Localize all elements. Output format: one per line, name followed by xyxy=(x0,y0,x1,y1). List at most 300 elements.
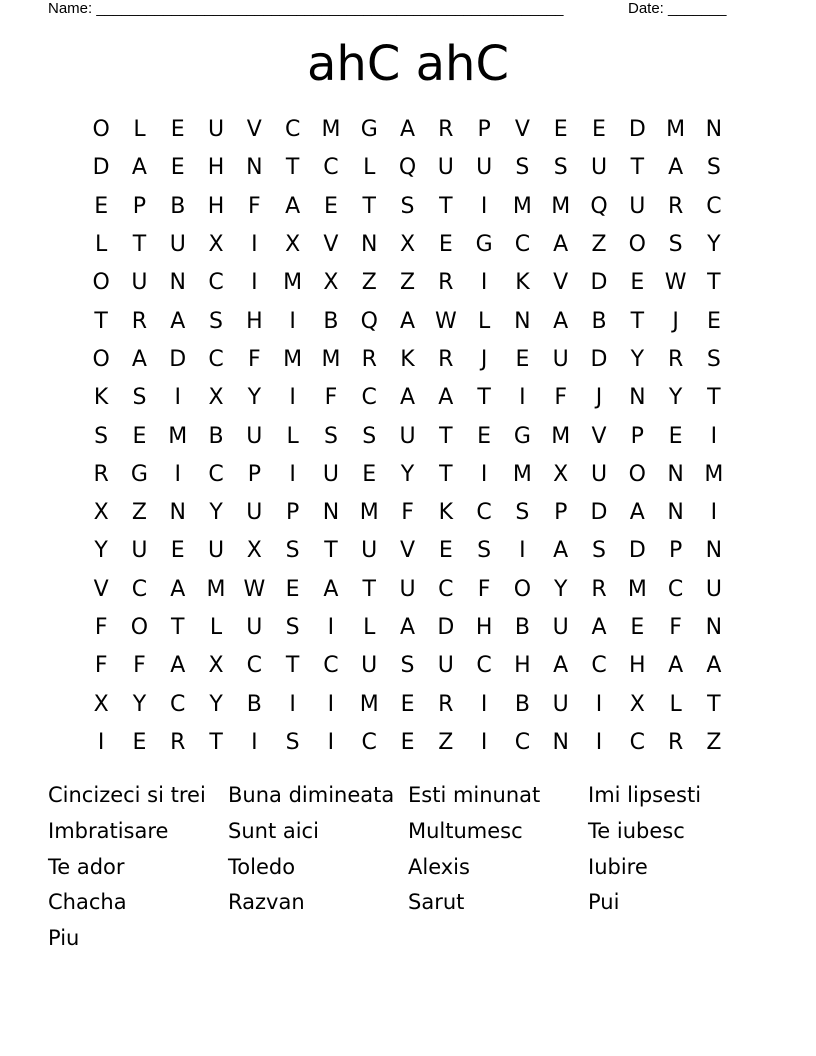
grid-letter: I xyxy=(519,385,526,411)
grid-letter: A xyxy=(553,308,569,334)
grid-letter: S xyxy=(668,232,683,258)
grid-letter: N xyxy=(629,385,646,411)
grid-letter: S xyxy=(400,653,415,679)
grid-letter: F xyxy=(248,193,261,219)
grid-letter: C xyxy=(706,193,722,219)
grid-letter: U xyxy=(437,155,454,181)
grid-letter: E xyxy=(630,270,645,296)
grid-letter: G xyxy=(513,423,531,449)
grid-letter: A xyxy=(285,193,301,219)
grid-letter: T xyxy=(285,653,300,679)
word-list-item: Pui xyxy=(588,890,620,915)
grid-letter: U xyxy=(399,576,416,602)
grid-letter: Z xyxy=(438,729,454,755)
grid-letter: E xyxy=(132,423,147,449)
grid-letter: N xyxy=(514,308,531,334)
grid-letter: R xyxy=(361,346,377,372)
grid-letter: R xyxy=(667,346,684,372)
grid-letter: T xyxy=(132,232,147,258)
grid-letter: Z xyxy=(361,270,377,296)
grid-letter: V xyxy=(591,423,607,449)
grid-letter: J xyxy=(672,308,679,334)
grid-letter: U xyxy=(131,270,148,296)
grid-letter: E xyxy=(438,232,453,258)
grid-letter: R xyxy=(667,193,684,219)
grid-letter: M xyxy=(704,461,724,487)
grid-letter: A xyxy=(706,653,722,679)
grid-letter: C xyxy=(208,346,224,372)
word-list-item: Iubire xyxy=(588,854,648,879)
grid-letter: A xyxy=(131,155,147,181)
grid-letter: C xyxy=(591,653,607,679)
grid-letter: E xyxy=(515,346,530,372)
grid-row xyxy=(82,188,734,226)
grid-letter: F xyxy=(94,615,108,640)
grid-letter: W xyxy=(434,308,457,334)
grid-letter: Q xyxy=(360,308,378,334)
grid-letter: L xyxy=(363,155,376,181)
grid-letter: R xyxy=(438,346,454,372)
grid-letter: U xyxy=(246,500,263,526)
grid-letter: N xyxy=(705,615,723,640)
grid-letter: S xyxy=(362,423,377,449)
grid-letter: X xyxy=(323,270,339,296)
grid-letter: C xyxy=(476,500,492,526)
grid-letter: C xyxy=(629,729,645,755)
grid-letter: P xyxy=(554,500,568,526)
word-search-grid xyxy=(82,111,734,762)
grid-letter: M xyxy=(359,500,379,526)
grid-letter: C xyxy=(131,576,148,602)
grid-letter: O xyxy=(92,117,110,143)
grid-letter: A xyxy=(170,576,186,602)
word-list-item: Cincizeci si trei xyxy=(48,783,206,807)
grid-letter: C xyxy=(323,155,339,181)
grid-letter: X xyxy=(208,653,224,679)
grid-letter: U xyxy=(399,423,416,449)
grid-letter: C xyxy=(514,232,531,258)
grid-letter: S xyxy=(285,538,300,564)
grid-letter: F xyxy=(401,500,414,526)
word-list-item: Buna dimineata xyxy=(228,783,395,807)
grid-letter: B xyxy=(514,615,530,640)
grid-letter: B xyxy=(170,193,186,219)
grid-letter: A xyxy=(553,653,569,679)
grid-letter: S xyxy=(209,308,224,334)
grid-letter: U xyxy=(629,193,646,219)
grid-letter: D xyxy=(590,346,608,372)
grid-letter: N xyxy=(169,270,186,296)
grid-letter: Y xyxy=(94,538,108,564)
grid-letter: C xyxy=(246,653,263,679)
grid-letter: Z xyxy=(131,500,147,526)
grid-letter: U xyxy=(590,461,608,487)
grid-letter: U xyxy=(361,653,378,679)
grid-letter: I xyxy=(480,729,488,755)
grid-letter: M xyxy=(283,346,303,372)
grid-letter: I xyxy=(174,385,181,411)
grid-letter: M xyxy=(551,423,571,449)
grid-letter: U xyxy=(207,117,225,143)
grid-letter: A xyxy=(170,308,186,334)
grid-letter: A xyxy=(131,346,147,372)
grid-letter: O xyxy=(130,615,149,640)
grid-letter: A xyxy=(591,615,607,640)
grid-letter: F xyxy=(248,346,261,372)
grid-letter: U xyxy=(169,232,186,258)
grid-letter: E xyxy=(132,729,147,755)
grid-letter: O xyxy=(513,576,532,602)
grid-row xyxy=(82,609,734,647)
grid-letter: L xyxy=(286,423,299,449)
grid-letter: D xyxy=(169,346,187,372)
grid-letter: E xyxy=(477,423,492,449)
grid-letter: S xyxy=(592,538,606,564)
grid-letter: N xyxy=(552,729,569,755)
grid-letter: C xyxy=(476,653,492,679)
grid-letter: D xyxy=(590,500,608,526)
grid-letter: C xyxy=(208,270,224,296)
word-list xyxy=(48,778,768,957)
grid-letter: T xyxy=(94,308,108,334)
grid-letter: D xyxy=(628,117,646,143)
grid-letter: O xyxy=(628,232,646,258)
grid-letter: H xyxy=(629,653,646,679)
grid-letter: E xyxy=(400,691,415,717)
grid-letter: V xyxy=(553,270,569,296)
grid-letter: K xyxy=(515,270,530,296)
grid-letter: U xyxy=(437,653,454,679)
grid-letter: N xyxy=(169,500,186,526)
grid-letter: A xyxy=(170,653,186,679)
grid-letter: S xyxy=(553,155,568,181)
grid-letter: C xyxy=(438,576,454,602)
grid-letter: E xyxy=(323,193,338,219)
grid-letter: L xyxy=(133,117,146,143)
grid-letter: U xyxy=(131,538,148,564)
grid-letter: L xyxy=(669,691,682,717)
grid-letter: T xyxy=(707,270,721,296)
grid-letter: M xyxy=(359,691,379,717)
grid-letter: I xyxy=(480,691,488,717)
grid-letter: T xyxy=(630,308,645,334)
grid-letter: U xyxy=(476,155,493,181)
grid-letter: C xyxy=(170,691,186,717)
grid-letter: M xyxy=(283,270,303,296)
grid-letter: I xyxy=(519,538,526,564)
grid-letter: V xyxy=(93,576,109,602)
grid-letter: P xyxy=(285,500,300,526)
grid-letter: A xyxy=(399,615,416,640)
grid-row xyxy=(82,456,734,494)
grid-letter: F xyxy=(324,385,338,411)
grid-letter: F xyxy=(133,653,146,679)
grid-letter: I xyxy=(97,729,105,755)
word-list-item: Toledo xyxy=(228,854,296,879)
grid-letter: M xyxy=(627,576,647,602)
grid-row xyxy=(82,264,734,302)
grid-row xyxy=(82,685,734,723)
grid-letter: F xyxy=(554,385,568,411)
grid-letter: L xyxy=(363,615,376,640)
grid-letter: C xyxy=(514,729,531,755)
grid-letter: E xyxy=(94,193,109,219)
grid-letter: I xyxy=(289,461,296,487)
grid-letter: D xyxy=(590,270,608,296)
word-list-item: Multumesc xyxy=(408,818,523,843)
grid-letter: H xyxy=(207,155,225,181)
grid-letter: O xyxy=(92,270,110,296)
grid-letter: K xyxy=(93,385,109,411)
grid-letter: I xyxy=(289,308,296,334)
grid-letter: U xyxy=(552,346,569,372)
word-list-item: Imi lipsesti xyxy=(588,783,702,807)
page-title: ahC ahC xyxy=(307,36,509,92)
grid-letter: J xyxy=(480,346,488,372)
grid-letter: K xyxy=(438,500,454,526)
grid-letter: Y xyxy=(668,385,683,411)
grid-letter: M xyxy=(512,461,532,487)
grid-letter: Y xyxy=(630,346,645,372)
grid-letter: E xyxy=(170,155,185,181)
grid-letter: G xyxy=(475,232,493,258)
grid-letter: T xyxy=(285,155,300,181)
grid-letter: V xyxy=(399,538,416,564)
grid-letter: I xyxy=(480,270,488,296)
word-list-item: Chacha xyxy=(48,890,127,915)
grid-letter: C xyxy=(208,461,224,487)
grid-letter: X xyxy=(246,538,262,564)
grid-letter: Y xyxy=(209,500,223,526)
grid-letter: S xyxy=(706,155,721,181)
grid-letter: R xyxy=(667,729,684,755)
grid-letter: T xyxy=(630,155,645,181)
grid-row xyxy=(82,341,734,379)
grid-letter: Q xyxy=(398,155,417,181)
grid-letter: A xyxy=(399,308,416,334)
grid-row xyxy=(82,149,734,187)
grid-letter: N xyxy=(246,155,263,181)
grid-letter: R xyxy=(170,729,186,755)
grid-letter: A xyxy=(553,232,569,258)
grid-letter: B xyxy=(246,691,262,717)
grid-letter: E xyxy=(592,117,606,143)
word-list-item: Te ador xyxy=(48,854,125,879)
grid-row xyxy=(82,571,734,609)
grid-letter: X xyxy=(285,232,301,258)
name-field-label: Name: ________________________________________________________ xyxy=(48,0,564,17)
grid-letter: R xyxy=(93,461,109,487)
grid-letter: V xyxy=(323,232,339,258)
grid-letter: N xyxy=(667,461,684,487)
grid-letter: A xyxy=(399,117,416,143)
grid-letter: A xyxy=(668,155,684,181)
grid-letter: M xyxy=(551,193,571,219)
grid-letter: A xyxy=(399,385,416,411)
grid-letter: W xyxy=(243,576,266,602)
grid-letter: H xyxy=(514,653,531,679)
grid-letter: I xyxy=(710,500,718,526)
grid-letter: L xyxy=(95,232,108,258)
grid-letter: U xyxy=(705,576,722,602)
grid-row xyxy=(82,417,734,455)
grid-letter: S xyxy=(706,346,721,372)
grid-letter: T xyxy=(171,615,185,640)
grid-letter: P xyxy=(247,461,261,487)
grid-letter: C xyxy=(361,729,377,755)
grid-letter: X xyxy=(93,691,109,717)
grid-letter: M xyxy=(168,423,188,449)
grid-letter: U xyxy=(246,423,263,449)
word-list-item: Esti minunat xyxy=(408,783,541,807)
grid-letter: U xyxy=(590,155,608,181)
grid-letter: M xyxy=(206,576,226,602)
grid-letter: F xyxy=(477,576,491,602)
grid-letter: C xyxy=(361,385,377,411)
grid-letter: H xyxy=(475,615,493,640)
grid-letter: T xyxy=(439,423,453,449)
grid-letter: S xyxy=(285,615,300,640)
grid-letter: F xyxy=(669,615,682,640)
grid-letter: P xyxy=(132,193,147,219)
grid-letter: R xyxy=(131,308,148,334)
grid-letter: T xyxy=(707,385,721,411)
grid-letter: T xyxy=(439,461,453,487)
grid-letter: R xyxy=(591,576,607,602)
grid-letter: T xyxy=(477,385,491,411)
grid-letter: S xyxy=(132,385,147,411)
grid-letter: G xyxy=(130,461,148,487)
grid-letter: Y xyxy=(209,691,223,717)
grid-letter: T xyxy=(324,538,338,564)
grid-letter: X xyxy=(629,691,645,717)
grid-letter: Z xyxy=(706,729,722,755)
grid-letter: R xyxy=(438,117,454,143)
grid-letter: I xyxy=(480,193,488,219)
grid-letter: D xyxy=(437,615,455,640)
grid-letter: I xyxy=(480,461,488,487)
grid-letter: P xyxy=(477,117,491,143)
grid-letter: T xyxy=(439,193,453,219)
grid-letter: I xyxy=(251,729,258,755)
grid-letter: N xyxy=(705,538,723,564)
grid-letter: Y xyxy=(553,576,568,602)
date-field-label: Date: _______ xyxy=(628,0,727,17)
grid-letter: E xyxy=(438,538,453,564)
grid-row xyxy=(82,532,734,570)
grid-row xyxy=(82,379,734,417)
grid-letter: E xyxy=(170,538,185,564)
word-list-item: Sunt aici xyxy=(228,818,319,843)
grid-letter: A xyxy=(668,653,684,679)
grid-letter: I xyxy=(595,691,603,717)
grid-letter: H xyxy=(246,308,263,334)
grid-letter: S xyxy=(400,193,415,219)
grid-letter: U xyxy=(361,538,378,564)
word-list-item: Imbratisare xyxy=(48,818,169,843)
grid-row xyxy=(82,226,734,264)
grid-letter: N xyxy=(322,500,340,526)
grid-letter: M xyxy=(321,346,341,372)
grid-row xyxy=(82,647,734,685)
grid-letter: M xyxy=(512,193,532,219)
grid-letter: B xyxy=(514,691,530,717)
grid-letter: O xyxy=(92,346,110,372)
grid-letter: D xyxy=(92,155,110,181)
grid-letter: E xyxy=(706,308,721,334)
grid-letter: E xyxy=(170,117,185,143)
grid-letter: X xyxy=(399,232,416,258)
grid-letter: M xyxy=(321,117,341,143)
grid-letter: G xyxy=(360,117,378,143)
grid-letter: M xyxy=(666,117,686,143)
grid-letter: I xyxy=(251,270,258,296)
grid-letter: C xyxy=(323,653,339,679)
grid-letter: X xyxy=(208,385,224,411)
grid-letter: I xyxy=(327,691,335,717)
word-list-item: Razvan xyxy=(228,890,305,915)
grid-letter: T xyxy=(362,193,376,219)
grid-letter: B xyxy=(208,423,224,449)
grid-letter: T xyxy=(362,576,376,602)
grid-letter: U xyxy=(552,615,569,640)
grid-letter: F xyxy=(94,653,108,679)
grid-letter: L xyxy=(209,615,223,640)
grid-letter: B xyxy=(323,308,339,334)
grid-row xyxy=(82,724,734,762)
grid-letter: A xyxy=(438,385,454,411)
grid-letter: I xyxy=(595,729,603,755)
grid-letter: K xyxy=(400,346,415,372)
grid-letter: W xyxy=(664,270,687,296)
grid-letter: U xyxy=(246,615,263,640)
grid-letter: E xyxy=(285,576,300,602)
grid-letter: N xyxy=(705,117,723,143)
grid-letter: I xyxy=(289,385,296,411)
word-list-item: Alexis xyxy=(408,854,470,879)
word-list-item: Sarut xyxy=(408,890,465,915)
grid-letter: B xyxy=(591,308,607,334)
grid-letter: Z xyxy=(591,232,607,258)
grid-letter: S xyxy=(477,538,492,564)
grid-letter: A xyxy=(323,576,339,602)
grid-letter: D xyxy=(628,538,646,564)
grid-letter: N xyxy=(360,232,378,258)
grid-letter: N xyxy=(667,500,684,526)
grid-letter: V xyxy=(514,117,530,143)
grid-letter: X xyxy=(553,461,569,487)
grid-letter: H xyxy=(207,193,225,219)
grid-letter: S xyxy=(323,423,338,449)
grid-letter: I xyxy=(251,232,258,258)
grid-letter: R xyxy=(438,691,454,717)
grid-letter: I xyxy=(710,423,718,449)
grid-letter: E xyxy=(362,461,377,487)
grid-letter: U xyxy=(322,461,339,487)
grid-letter: Y xyxy=(132,691,147,717)
grid-letter: Y xyxy=(707,232,721,258)
grid-row xyxy=(82,494,734,532)
grid-letter: T xyxy=(209,729,223,755)
grid-letter: J xyxy=(595,385,603,411)
word-list-item: Te iubesc xyxy=(588,818,685,843)
grid-letter: L xyxy=(477,308,491,334)
grid-row xyxy=(82,302,734,340)
grid-letter: A xyxy=(553,538,569,564)
grid-letter: U xyxy=(207,538,225,564)
grid-letter: I xyxy=(327,615,335,640)
grid-letter: S xyxy=(515,500,530,526)
